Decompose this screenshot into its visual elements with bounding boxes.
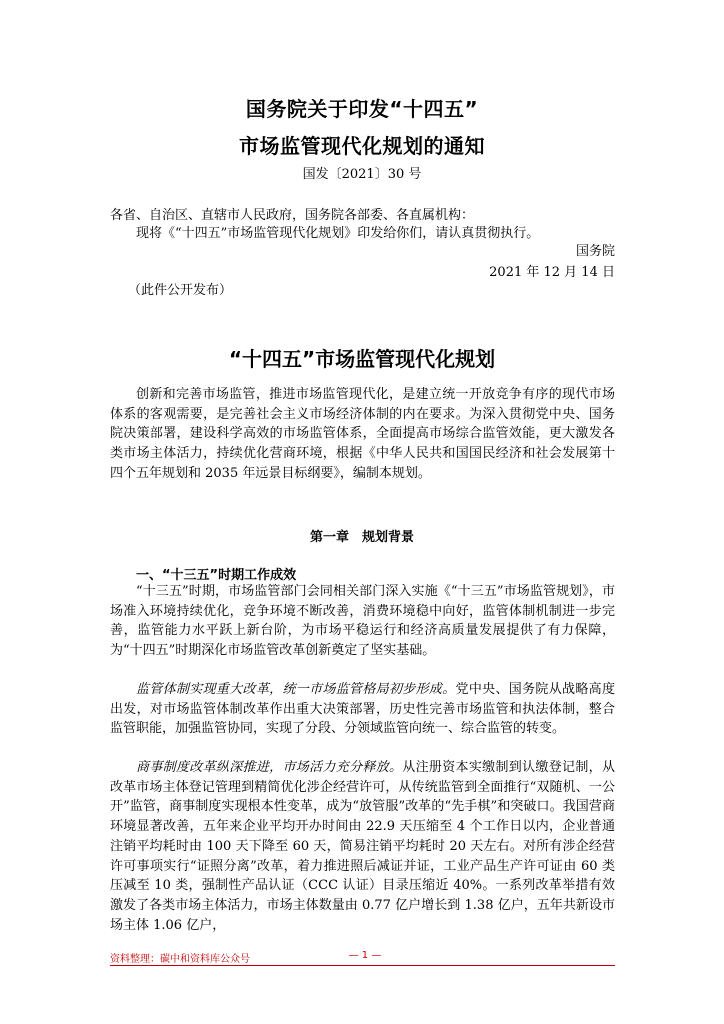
addressees: 各省、自治区、直辖市人民政府，国务院各部委、各直属机构： bbox=[110, 208, 475, 223]
paragraph-supervision-reform bbox=[110, 680, 615, 739]
paragraph-business-reform bbox=[110, 758, 615, 935]
page-number: — 1 — bbox=[348, 950, 382, 961]
notice-body: 现将《“十四五”市场监管现代化规划》印发给你们，请认真贯彻执行。 bbox=[136, 226, 540, 241]
document-number: 国发〔2021〕30 号 bbox=[302, 167, 422, 182]
issuer: 国务院 bbox=[575, 244, 615, 259]
publication-note: （此件公开发布） bbox=[128, 283, 233, 298]
notice-title-line1: 国务院关于印发“十四五” bbox=[245, 97, 479, 121]
paragraph-achievements: “十三五”时期，市场监管部门会同相关部门深入实施《“十三五”市场监管规划》，市场准入环境持续优化，竞争环境不断改善，消费环境稳中向好，监管体制机制进一步完善，监管能力水平跃上新台阶，为市场平稳运行和经济高质量发展提供了有力保障，为“十四五”时期深化市场监管改革创新奠定了坚实基础。 bbox=[110, 584, 615, 659]
plan-title: “十四五”市场监管现代化规划 bbox=[228, 347, 496, 371]
footer-source: 资料整理：碳中和资料库公众号 bbox=[110, 954, 250, 965]
paragraph-lead: 商事制度改革纵深推进，市场活力充分释放。 bbox=[136, 760, 403, 775]
plan-intro-paragraph: 创新和完善市场监管，推进市场监管现代化，是建立统一开放竞争有序的现代市场体系的客观需要，是完善社会主义市场经济体制的内在要求。为深入贯彻党中央、国务院决策部署，建设科学高效的市场监管体系，全面提高市场综合监管效能，更大激发各类市场主体活力，持续优化营商环境，根据《中华人民共和国国民经济和社会发展第十四个五年规划和 2035 年远景目标纲要》，编制本规划。 bbox=[110, 387, 615, 481]
chapter-title: 第一章 规划背景 bbox=[309, 530, 414, 545]
paragraph-body: 从注册资本实缴制到认缴登记制，从改革市场主体登记管理到精简优化涉企经营许可，从传统监管到全面推行“双随机、一公开”监管，商事制度实现根本性变革，成为“放管服”改革的“先手棋”和突破口。我国营商环境显著改善，五年来企业平均开办时间由 22.9 天压缩至 4 个工作日以内，企业普通注销平均耗时由 100 天下降至 60 天，简易注销平均耗时 20 天左右。对所有涉企经营许可事项实行“证照分离”改革，着力推进照后减证并证，工业产品生产许可证由 60 类压减至 10 类，强制性产品认证（CCC 认证）目录压缩近 40%。一系列改革举措有效激发了各类市场主体活力，市场主体数量由 0.77 亿户增长到 1.38 亿户，五年共新设市场主体 1.06 亿户， bbox=[110, 760, 615, 933]
notice-title-line2: 市场监管现代化规划的通知 bbox=[239, 134, 485, 158]
footer-divider bbox=[110, 965, 615, 966]
paragraph-body: 党中央、国务院从战略高度出发，对市场监管体制改革作出重大决策部署，历史性完善市场监管和执法体制，整合监管职能，加强监管协同，实现了分段、分领域监管向统一、综合监管的转变。 bbox=[110, 682, 615, 737]
paragraph-lead: 监管体制实现重大改革，统一市场监管格局初步形成。 bbox=[136, 682, 456, 697]
section-title: 一、“十三五”时期工作成效 bbox=[136, 568, 297, 583]
issue-date: 2021 年 12 月 14 日 bbox=[489, 265, 615, 280]
